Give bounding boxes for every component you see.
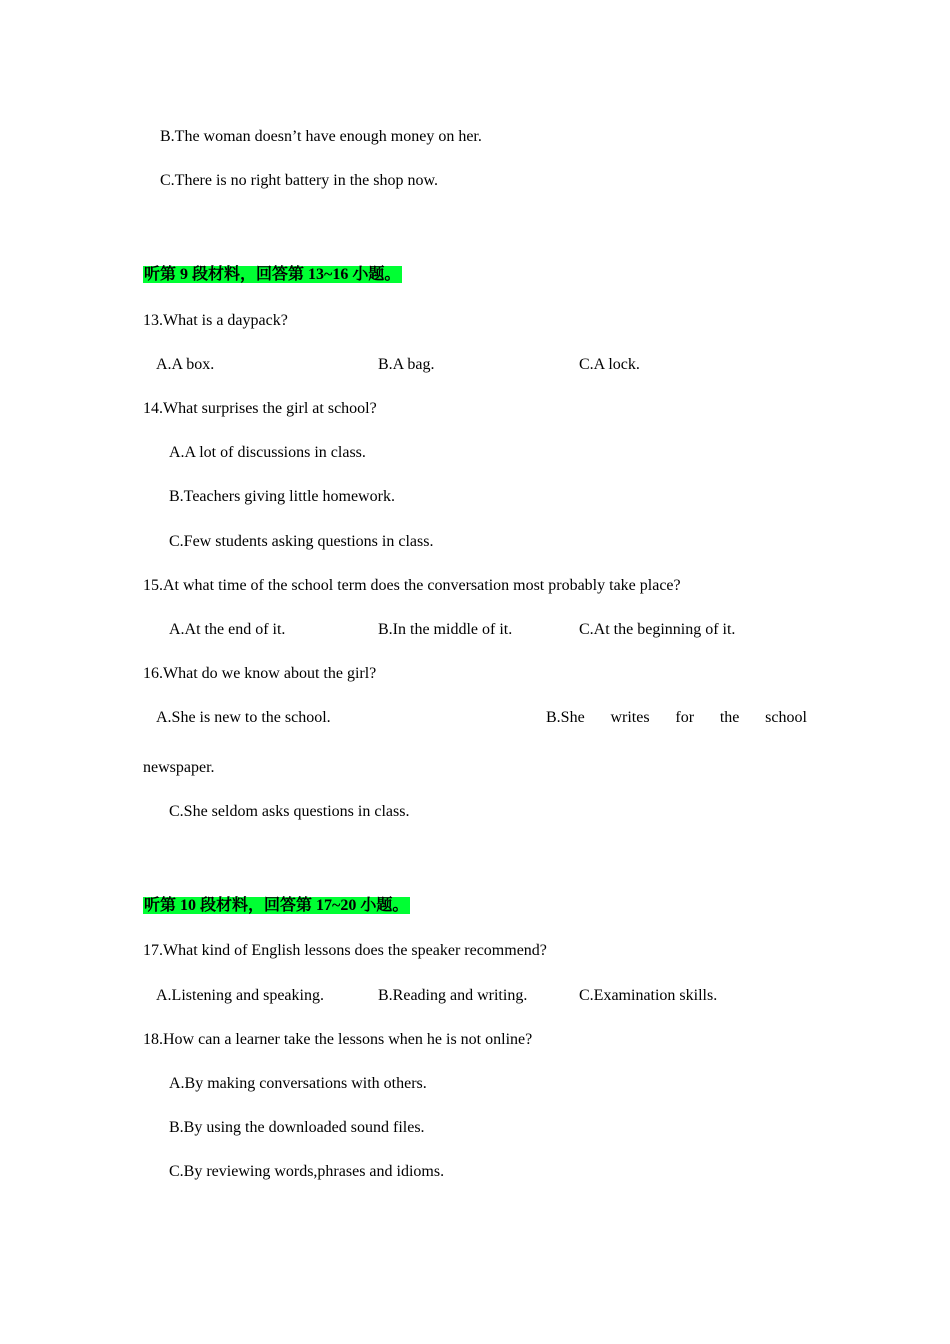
q16-option-b-continued: newspaper.: [143, 759, 215, 776]
q16-option-b-word: school: [765, 709, 807, 726]
q18-option-c: C.By reviewing words,phrases and idioms.: [169, 1163, 445, 1180]
q16-option-c: C.She seldom asks questions in class.: [169, 803, 410, 820]
q15-option-b: B.In the middle of it.: [378, 621, 513, 638]
q16-option-b: [546, 708, 807, 728]
q14-option-c: C.Few students asking questions in class.: [169, 533, 434, 550]
q15-option-c: C.At the beginning of it.: [579, 621, 736, 638]
q16-option-b-word: the: [719, 709, 740, 726]
q13-option-b: B.A bag.: [378, 356, 435, 373]
q16-question: 16.What do we know about the girl?: [143, 665, 377, 682]
q14-option-a: A.A lot of discussions in class.: [169, 444, 366, 461]
q13-option-c: C.A lock.: [579, 356, 640, 373]
section9-heading: 听第 9 段材料，回答第 13~16 小题。: [144, 266, 401, 283]
q17-option-a: A.Listening and speaking.: [156, 987, 324, 1004]
q16-option-b-word: B.She: [546, 709, 585, 726]
q18-option-b: B.By using the downloaded sound files.: [169, 1119, 425, 1136]
q17-option-c: C.Examination skills.: [579, 987, 718, 1004]
q14-option-b: B.Teachers giving little homework.: [169, 488, 395, 505]
section9-heading-wrap: [143, 265, 402, 285]
q17-option-b: B.Reading and writing.: [378, 987, 528, 1004]
section10-heading-wrap: [143, 896, 410, 916]
q18-option-a: A.By making conversations with others.: [169, 1075, 427, 1092]
q13-question: 13.What is a daypack?: [143, 312, 288, 329]
section10-heading: 听第 10 段材料，回答第 17~20 小题。: [144, 897, 409, 914]
q14-question: 14.What surprises the girl at school?: [143, 400, 377, 417]
q18-question: 18.How can a learner take the lessons when he is not online?: [143, 1031, 533, 1048]
q16-option-b-word: writes: [610, 709, 650, 726]
q17-question: 17.What kind of English lessons does the speaker recommend?: [143, 942, 547, 959]
q13-option-a: A.A box.: [156, 356, 215, 373]
q16-option-a: A.She is new to the school.: [156, 709, 331, 726]
q12-option-c: C.There is no right battery in the shop now.: [160, 172, 439, 189]
q16-option-b-word: for: [675, 709, 695, 726]
q12-option-b: B.The woman doesn’t have enough money on her.: [160, 128, 482, 145]
q15-option-a: A.At the end of it.: [169, 621, 286, 638]
q15-question: 15.At what time of the school term does the conversation most probably take place?: [143, 577, 681, 594]
